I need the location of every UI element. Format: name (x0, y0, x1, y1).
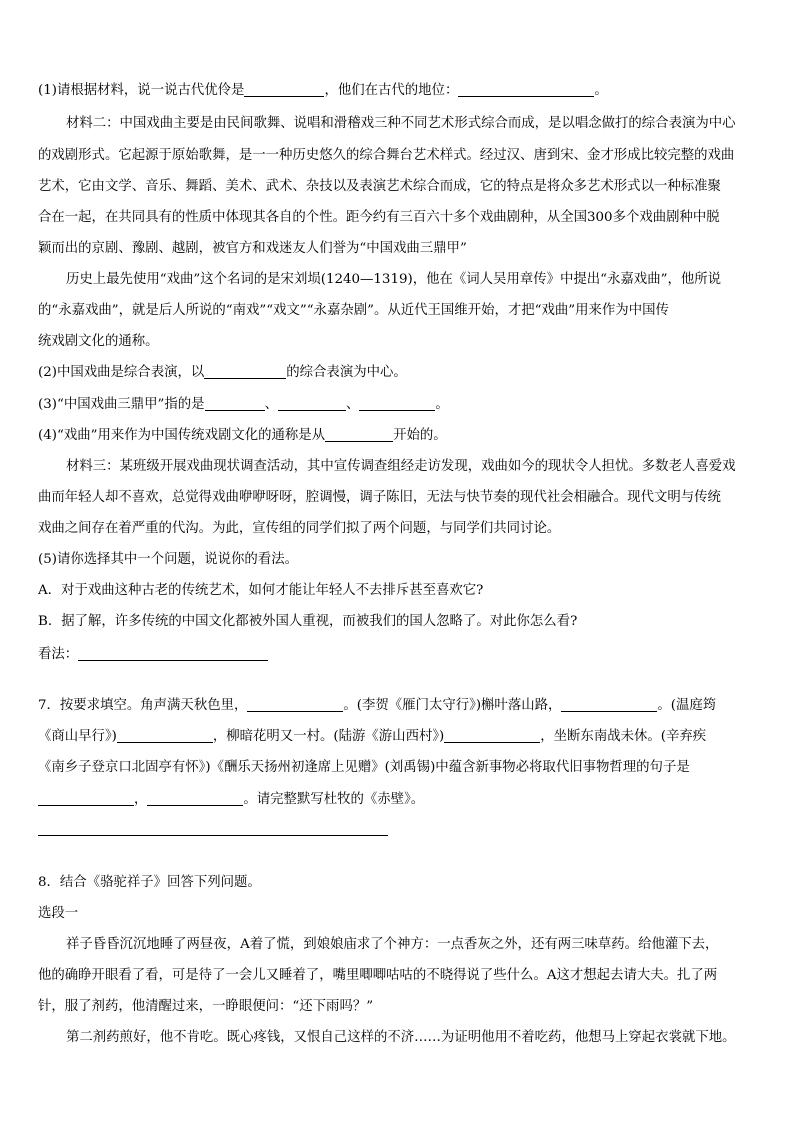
answer-blank[interactable] (78, 646, 268, 661)
answer-blank[interactable] (244, 82, 324, 97)
material-2-line: 材料二：中国戏曲主要是由民间歌舞、说唱和滑稽戏三种不同艺术形式综合而成，是以唱念做打的综合表演为中心 (66, 116, 736, 131)
answer-blank[interactable] (278, 396, 346, 411)
option-b: B．据了解，许多传统的中国文化都被外国人重视，而被我们的国人忽略了。对此你怎么看? (38, 614, 578, 629)
question-8-title: 8．结合《骆驼祥子》回答下列问题。 (38, 875, 261, 890)
answer-blank[interactable] (458, 82, 594, 97)
answer-blank[interactable] (147, 791, 243, 806)
answer-line[interactable] (38, 835, 388, 836)
answer-blank[interactable] (205, 396, 265, 411)
selection-label: 选段一 (38, 906, 79, 921)
question-7-line: ， 。请完整默写杜牧的《赤壁》。 (38, 790, 760, 810)
answer-blank[interactable] (444, 728, 540, 743)
question-1: (1)请根据材料，说一说古代优伶是 ，他们在古代的地位： 。 (38, 83, 608, 98)
material-2-line: 的“永嘉戏曲”，就是后人所说的“南戏”“戏文”“永嘉杂剧”。从近代王国维开始，才把“戏曲”用来作为中国传 (38, 303, 669, 318)
question-7-line: 《商山早行》) ，柳暗花明又一村。(陆游《游山西村》) ，坐断东南战未休。(辛弃疾 (38, 729, 707, 744)
answer-blank[interactable] (247, 697, 343, 712)
material-2-line: 合在一起，在共同具有的性质中体现其各自的个性。距今约有三百六十多个戏曲剧种，从全国300多个戏曲剧种中脱 (38, 210, 720, 225)
material-2-line: 统戏剧文化的通称。 (38, 334, 159, 349)
option-a: A．对于戏曲这种古老的传统艺术，如何才能让年轻人不去排斥甚至喜欢它? (38, 583, 484, 598)
material-2-line: 颖而出的京剧、豫剧、越剧，被官方和戏迷友人们誉为“中国戏曲三鼎甲” (38, 241, 467, 256)
question-7-line: 《南乡子登京口北固亭有怀》)《酬乐天扬州初逢席上见赠》(刘禹锡)中蕴含新事物必将取代旧事物哲理的句子是 (38, 760, 690, 775)
answer-blank[interactable] (38, 791, 134, 806)
material-2-line: 的戏剧形式。它起源于原始歌舞，是一一种历史悠久的综合舞台艺术样式。经过汉、唐到宋、金才形成比较完整的戏曲 (38, 148, 735, 163)
material-2-line: 艺术，它由文学、音乐、舞蹈、美术、武术、杂技以及表演艺术综合而成，它的特点是将众多艺术形式以一种标准聚 (38, 179, 721, 194)
answer-blank[interactable] (359, 396, 435, 411)
material-3-line: 材料三：某班级开展戏曲现状调查活动，其中宣传调查组经走访发现，戏曲如今的现状令人担忧。多数老人喜爱戏 (66, 459, 736, 474)
material-3-line: 曲而年轻人却不喜欢，总觉得戏曲咿咿呀呀，腔调慢，调子陈旧，无法与快节奏的现代社会相融合。现代文明与传统 (38, 490, 721, 505)
question-2: (2)中国戏曲是综合表演，以 的综合表演为中心。 (38, 365, 407, 380)
material-3-line: 戏曲之间存在着严重的代沟。为此，宣传组的同学们拟了两个问题，与同学们共同讨论。 (38, 521, 561, 536)
material-2-line: 历史上最先使用“戏曲”这个名词的是宋刘埙(1240—1319)，他在《词人吴用章传》中提出“永嘉戏曲”，他所说 (66, 272, 721, 287)
answer-blank[interactable] (325, 427, 393, 442)
passage-line: 第二剂药煎好，他不肯吃。既心疼钱，又恨自己这样的不济……为证明他用不着吃药，他想马上穿起衣裳就下地。 (66, 1030, 736, 1045)
passage-line: 他的确睁开眼看了看，可是待了一会儿又睡着了，嘴里唧唧咕咕的不晓得说了些什么。A这才想起去请大夫。扎了两 (38, 968, 718, 983)
answer-blank[interactable] (117, 728, 213, 743)
answer-blank[interactable] (204, 364, 286, 379)
view-line: 看法： (38, 645, 760, 665)
question-7-line: 7．按要求填空。角声满天秋色里， 。(李贺《雁门太守行》)槲叶落山路， 。(温庭筠 (38, 698, 717, 713)
passage-line: 祥子昏昏沉沉地睡了两昼夜，A着了慌，到娘娘庙求了个神方：一点香灰之外，还有两三味草药。给他灌下去， (66, 937, 719, 952)
answer-blank[interactable] (561, 697, 657, 712)
passage-line: 针，服了剂药，他清醒过来，一睁眼便问：“还下雨吗？” (38, 999, 374, 1014)
question-4: (4)“戏曲”用来作为中国传统戏剧文化的通称是从 开始的。 (38, 428, 447, 443)
question-3: (3)“中国戏曲三鼎甲”指的是 、 、 。 (38, 397, 449, 412)
question-5: (5)请你选择其中一个问题，说说你的看法。 (38, 552, 298, 567)
